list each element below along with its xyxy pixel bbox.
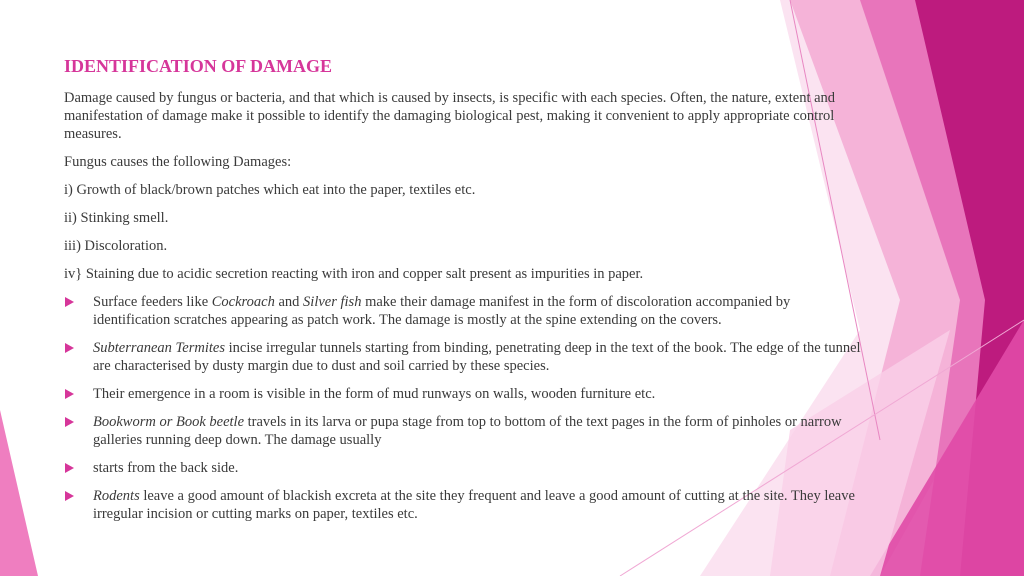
intro-paragraph: Damage caused by fungus or bacteria, and that which is caused by insects, is specific with each species. Often, the nature, extent and manifestation of damage make it possible to identify the damaging biological pest, making it convenient to apply appropriate control measures.: [64, 90, 836, 142]
bullet-back-side: starts from the back side.: [64, 459, 864, 477]
fungus-item-3: iii) Discoloration.: [64, 238, 168, 254]
fungus-heading: Fungus causes the following Damages:: [64, 154, 292, 170]
bullet-arrow-icon: [65, 343, 74, 353]
slide-title: IDENTIFICATION OF DAMAGE: [64, 56, 333, 76]
bullet-arrow-icon: [65, 463, 74, 473]
bullet-termites: Subterranean Termites incise irregular tunnels starting from binding, penetrating deep in the text of the book. The edge of the tunnel are characterised by dusty margin due to dust and soil carried by these species.: [64, 339, 864, 375]
bullet-mud-runways: Their emergence in a room is visible in the form of mud runways on walls, wooden furniture etc.: [64, 385, 864, 403]
bullet-arrow-icon: [65, 417, 74, 427]
slide-content: [64, 56, 864, 533]
bullet-bookworm: Bookworm or Book beetle travels in its larva or pupa stage from top to bottom of the text pages in the form of pinholes or narrow galleries running deep down. The damage usually: [64, 413, 864, 449]
bullet-rodents: Rodents leave a good amount of blackish excreta at the site they frequent and leave a good amount of cutting at the site. They leave irregular incision or cutting marks on paper, textiles etc.: [64, 487, 864, 523]
bullet-arrow-icon: [65, 491, 74, 501]
fungus-item-2: ii) Stinking smell.: [64, 210, 169, 226]
deco-left-triangle: [0, 410, 38, 576]
insect-bullet-list: [64, 293, 864, 523]
bullet-surface-feeders: Surface feeders like Cockroach and Silver fish make their damage manifest in the form of discoloration accompanied by identification scratches appearing as patch work. The damage is mostly at the spine extending on the covers.: [64, 293, 864, 329]
bullet-arrow-icon: [65, 389, 74, 399]
fungus-item-1: i) Growth of black/brown patches which eat into the paper, textiles etc.: [64, 182, 476, 198]
fungus-item-4: iv} Staining due to acidic secretion reacting with iron and copper salt present as impurities in paper.: [64, 266, 644, 282]
bullet-arrow-icon: [65, 297, 74, 307]
